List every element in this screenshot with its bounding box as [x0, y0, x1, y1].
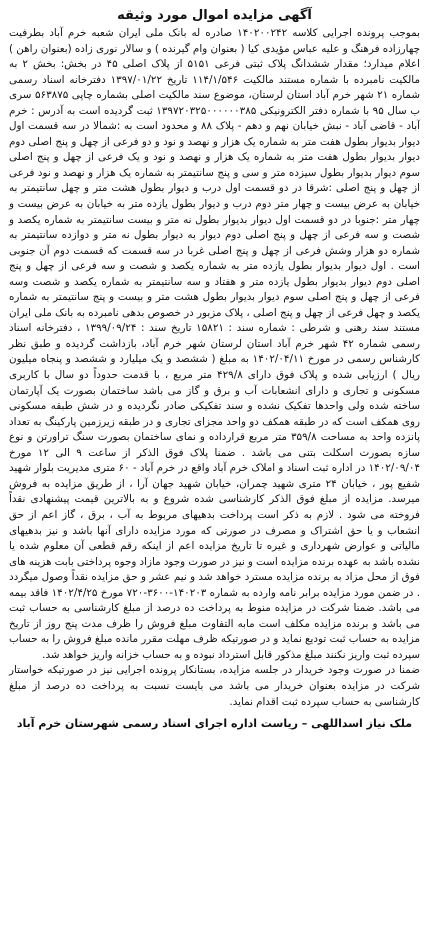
notice-signature: ملک نیاز اسداللهی – ریاست اداره اجرای اسناد رسمی شهرستان خرم آباد [16, 717, 413, 731]
notice-body [9, 26, 420, 710]
notice-paragraph-creditor: ضمنا در صورت وجود خریدار در جلسه مزایده، بستانکار پرونده اجرایی نیز در صورتیکه خواستار شرکت در مزایده بعنوان خریدار می باشد می بایست نسبت به پرداخت ده درصد از مبلغ کارشناسی به حساب سپرده ثبت اقدام نماید. [9, 664, 420, 708]
notice-title: آگهی مزایده اموال مورد وثیقه [117, 8, 312, 23]
notice-paragraph-main: بموجب پرونده اجرایی کلاسه ۱۴۰۲۰۰۲۴۲ صادره له بانک ملی ایران شعبه خرم آباد بطرفیت چهارزاده فرهنگ و علیه عباس مؤیدی کیا ( بعنوان وام گیرنده ) و سالار نوری زاده (بعنوان راهن ) اعلام میدارد؛ مقدار ششدانگ پلاک ثبتی فرعی ۵۱۵۱ از پلاک اصلی ۴۵ در بخش: بخش ۲ به مالکیت نامبرده با شماره مستند مالکیت ۱۱۴/۱/۵۴۶ تاریخ ۱۳۹۷/۰۱/۲۲ دفترخانه اسناد رسمی شماره ۲۱ شهر خرم آباد استان لرستان، موضوع سند مالکیت اصلی بشماره چاپی ۵۶۳۸۷۵ سری ب سال ۹۵ با شماره دفتر الکترونیکی ۱۳۹۷۲۰۳۲۵۰۰۰۰۰۰۳۸۵ ثبت گردیده است به آدرس : خرم آباد - قاضی آباد - نبش خیابان نهم و دهم - پلاک ۸۸ و محدود است به :شمالا در سه قسمت اول دیوار بدیوار بطول هفت متر به شماره یک هزار و نهصد و نود و دو فرعی از چهل و پنج اصلی دوم دیوار بدیوار بطول هفت متر به شماره یک هزار و نهصد و نود و یک فرعی از چهل و پنج اصلی سوم دیوار بدیوار بطول سیزده متر و سی و پنج سانتیمتر به شماره یک هزار و نهصد و نود فرعی از چهل و پنج اصلی :شرقا در دو قسمت اول درب و دیوار بطول هشت متر و چهل سانتیمتر به خیابان به عرض بیست و چهار متر دوم درب و دیوار بطول یازده متر به خیابان به عرض بیست و چهار متر :جنوبا در دو قسمت اول دیوار بدیوار بطول نه متر و بیست سانتیمتر به شماره یکصد و شصت و سه فرعی از چهل و پنج اصلی دوم دیوار به دیوار بطول نه متر و دوازده سانتیمتر به شماره دو هزار وشش فرعی از چهل و پنج اصلی غربا در سه قسمت که قسمت دوم آن جنوبی است . اول دیوار بدیوار بطول یازده متر به شماره یکصد و شصت و سه فرعی از چهل و پنج اصلی دوم دیوار بدیوار بطول یازده متر و هفتاد و سه سانتیمتر به شماره یکصد و شصت وسه فرعی از چهل و پنج اصلی سوم دیوار بدیوار بطول هشت متر و بیست و پنج سانتیمتر به شماره یکصد و چهل فرعی از چهل و پنج اصلی ، پلاک مزبور در خصوص بدهی نامبرده به بانک ملی ایران مستند سند رهنی و شرطی : شماره سند : ۱۵۸۲۱ تاریخ سند : ۱۳۹۹/۰۹/۲۴ ، دفترخانه اسناد رسمی شماره ۴۲ شهر خرم آباد استان لرستان شهر خرم آباد، بازداشت گردیده و طبق نظر کارشناس رسمی در مورخ ۱۴۰۲/۰۴/۱۱ به مبلغ ( ششصد و یک میلیارد و ششصد و پنجاه میلیون ریال ) ارزیابی شده و پلاک فوق دارای ۴۲۹/۸ متر مربع ، با قدمت حدوداً دو سال با کاربری مسکونی و تجاری و دارای انشعابات آب و برق و گاز می باشد ساختمان بصورت یک آپارتمان ساخته شده ولی واحدها تفکیک نشده و سند تفکیکی صادر نگردیده و در شش طبقه مسکونی روی همکف است که در طبقه همکف دو واحد مجزای تجاری و در طبقه زیرزمین پارکینگ به تعداد پانزده واحد به مساحت ۳۵۹/۸ متر مربع قرارداده و نمای ساختمان بصورت سنگ تراورتن و نوع سازه بصورت اسکلت بتنی می باشد . ضمنا پلاک فوق الذکر از ساعت ۹ الی ۱۲ مورخ ۱۴۰۲/۰۹/۰۴ در اداره ثبت اسناد و املاک خرم آباد واقع در خرم آباد - ۶۰ متری مدیریت بلوار شهید شفیع پور ، خیابان ۲۴ متری شهید چمران، خیابان شهید جهان آرا ، از طریق مزایده به فروش میرسد. مزایده از مبلغ فوق الذکر کارشناسی شده شروع و به بالاترین قیمت پیشنهادی نقداً فروخته می شود . لازم به ذکر است پرداخت بدهیهای مربوط به آب ، برق ، گاز اعم از حق انشعاب و یا حق اشتراک و مصرف در صورتی که مورد مزایده دارای آنها باشد و نیز بدهیهای مالیاتی و عوارض شهرداری و غیره تا تاریخ مزایده اعم از اینکه رقم قطعی آن معلوم شده یا نشده باشد به عهده برنده مزایده است و نیز در صورت وجود مازاد وجوه پرداختی بابت هزینه های فوق از محل مزاد به برنده مزایده مسترد خواهد شد و نیم عشر و حق مزایده نقداً وصول میگردد . در ضمن مورد مزایده برابر نامه وارده به شماره ۱۴۰۲۰۳-۳۶۰۰-۷۲۰ مورخ ۱۴۰۲/۴/۲۵ فاقد بیمه می باشد. ضمنا شرکت در مزایده منوط به پرداخت ده درصد از مبلغ کارشناسی به حساب ثبت می باشد و برنده مزایده مکلف است مابه التفاوت مبلغ فروش را ظرف مدت پنج روز از تاریخ مزایده به حساب ثبت تودیع نماید و در صورتیکه ظرف مهلت مقرر مانده مبلغ فروش را به حساب سپرده ثبت واریز نکنند مبلغ مذکور قابل استرداد نبوده و به حساب خزانه واریز خواهد شد. [9, 27, 421, 661]
